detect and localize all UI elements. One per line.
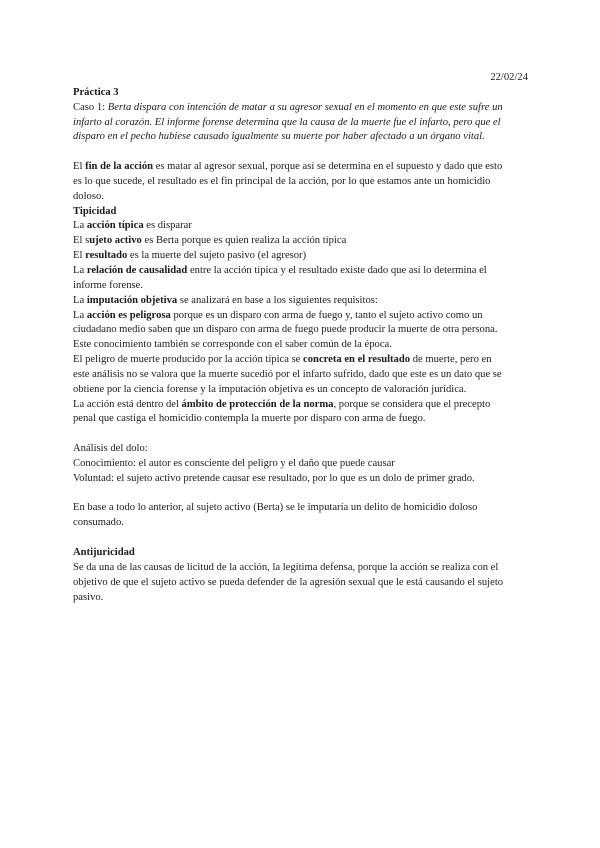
bold-term: concreta en el resultado [303, 354, 411, 366]
fin-accion-line: doloso. [73, 190, 104, 202]
bold-term: acción es peligrosa [86, 309, 171, 321]
paragraph-spacer [73, 531, 528, 546]
text-segment: El peligro de muerte producido por la acción típica se [73, 354, 304, 366]
bold-term: resultado [85, 250, 128, 262]
case-statement-line: infarto al corazón. El informe forense determina que la causa de la muerte fue el infarto, pero que el [73, 116, 501, 128]
case-statement-line: disparo en el pecho hubiese causado igualmente su muerte por haber afectado a un órgano vital. [73, 131, 485, 143]
conclusion-line: En base a todo lo anterior, al sujeto activo (Berta) se le imputaría un delito de homicidio doloso [73, 502, 478, 514]
antijuricidad-line: pasivo. [73, 591, 104, 603]
text-segment: El [73, 161, 86, 173]
conclusion-line: consumado. [73, 517, 124, 529]
section-heading-tipicidad: Tipicidad [73, 205, 117, 217]
text-segment: El s [73, 235, 90, 247]
antijuricidad-line: Se da una de las causas de licitud de la acción, la legítima defensa, porque la acción se realiza con el [73, 561, 499, 573]
causalidad-line [73, 264, 528, 279]
accion-tipica-line [73, 219, 528, 234]
concreta-resultado-line: este análisis no se valora que la muerte sucedió por el infarto sufrido, dado que este es un dato que se [73, 368, 502, 380]
sujeto-activo-line [73, 234, 528, 249]
text-segment: La acción está dentro del [73, 398, 182, 410]
document-title: Práctica 3 [73, 86, 119, 98]
case-statement-line [73, 101, 528, 116]
concreta-resultado-line [73, 353, 528, 368]
accion-peligrosa-line: ciudadano medio saben que un disparo con arma de fuego puede producir la muerte de otra persona. [73, 324, 498, 336]
bold-term: fin de la acción [85, 161, 154, 173]
text-segment: es Berta porque es quien realiza la acción típica [141, 235, 347, 247]
antijuricidad-line: objetivo de que el sujeto activo se pueda defender de la agresión sexual que le está causando el sujeto [73, 576, 504, 588]
text-segment: de muerte, pero en [410, 354, 492, 366]
dolo-conocimiento: Conocimiento: el autor es consciente del peligro y el daño que puede causar [73, 457, 395, 469]
imputacion-line [73, 294, 528, 309]
document-body [73, 71, 528, 605]
text-segment: es disparar [143, 220, 192, 232]
text-segment: es matar al agresor sexual, porque así se determina en el supuesto y dado que esto [153, 161, 503, 173]
bold-term: relación de causalidad [86, 264, 188, 276]
fin-accion-line [73, 160, 528, 175]
ambito-proteccion-line: penal que castiga el homicidio contempla la muerte por disparo con arma de fuego. [73, 413, 426, 425]
bold-term: acción típica [86, 220, 144, 232]
resultado-line [73, 249, 528, 264]
causalidad-line: informe forense. [73, 279, 144, 291]
text-segment: La [73, 294, 87, 306]
text-segment: El [73, 250, 86, 262]
paragraph-spacer [73, 487, 528, 502]
text-segment: porque es un disparo con arma de fuego y, tanto el sujeto activo como un [170, 309, 483, 321]
text-segment: La [73, 264, 87, 276]
case-statement-text: Berta dispara con intención de matar a su agresor sexual en el momento en que este sufre un [107, 101, 503, 113]
text-segment: entre la acción típica y el resultado existe dado que así lo determina el [187, 264, 487, 276]
text-segment: es la muerte del sujeto pasivo (el agresor) [127, 250, 307, 262]
paragraph-spacer [73, 427, 528, 442]
case-label: Caso 1: [73, 101, 108, 113]
text-segment: , porque se considera que el precepto [333, 398, 491, 410]
bold-term: ámbito de protección de la norma [181, 398, 334, 410]
accion-peligrosa-line [73, 309, 528, 324]
text-segment: se analizará en base a los siguientes requisitos: [177, 294, 378, 306]
bold-term: imputación objetiva [86, 294, 178, 306]
dolo-heading: Análisis del dolo: [73, 443, 148, 455]
paragraph-spacer [73, 145, 528, 160]
text-segment: La [73, 220, 87, 232]
bold-term: ujeto activo [89, 235, 142, 247]
accion-peligrosa-line: Este conocimiento también se corresponde con el saber común de la época. [73, 339, 392, 351]
document-date: 22/02/24 [490, 72, 528, 83]
dolo-voluntad: Voluntad: el sujeto activo pretende causar ese resultado, por lo que es un dolo de primer grado. [73, 472, 475, 484]
ambito-proteccion-line [73, 398, 528, 413]
fin-accion-line: es lo que sucede, el resultado es el fin principal de la acción, por lo que estamos ante un homicidio [73, 175, 491, 187]
text-segment: La [73, 309, 87, 321]
concreta-resultado-line: obtiene por la ciencia forense y la imputación objetiva es un concepto de valoración jurídica. [73, 383, 467, 395]
section-heading-antijuricidad: Antijuricidad [73, 547, 135, 558]
